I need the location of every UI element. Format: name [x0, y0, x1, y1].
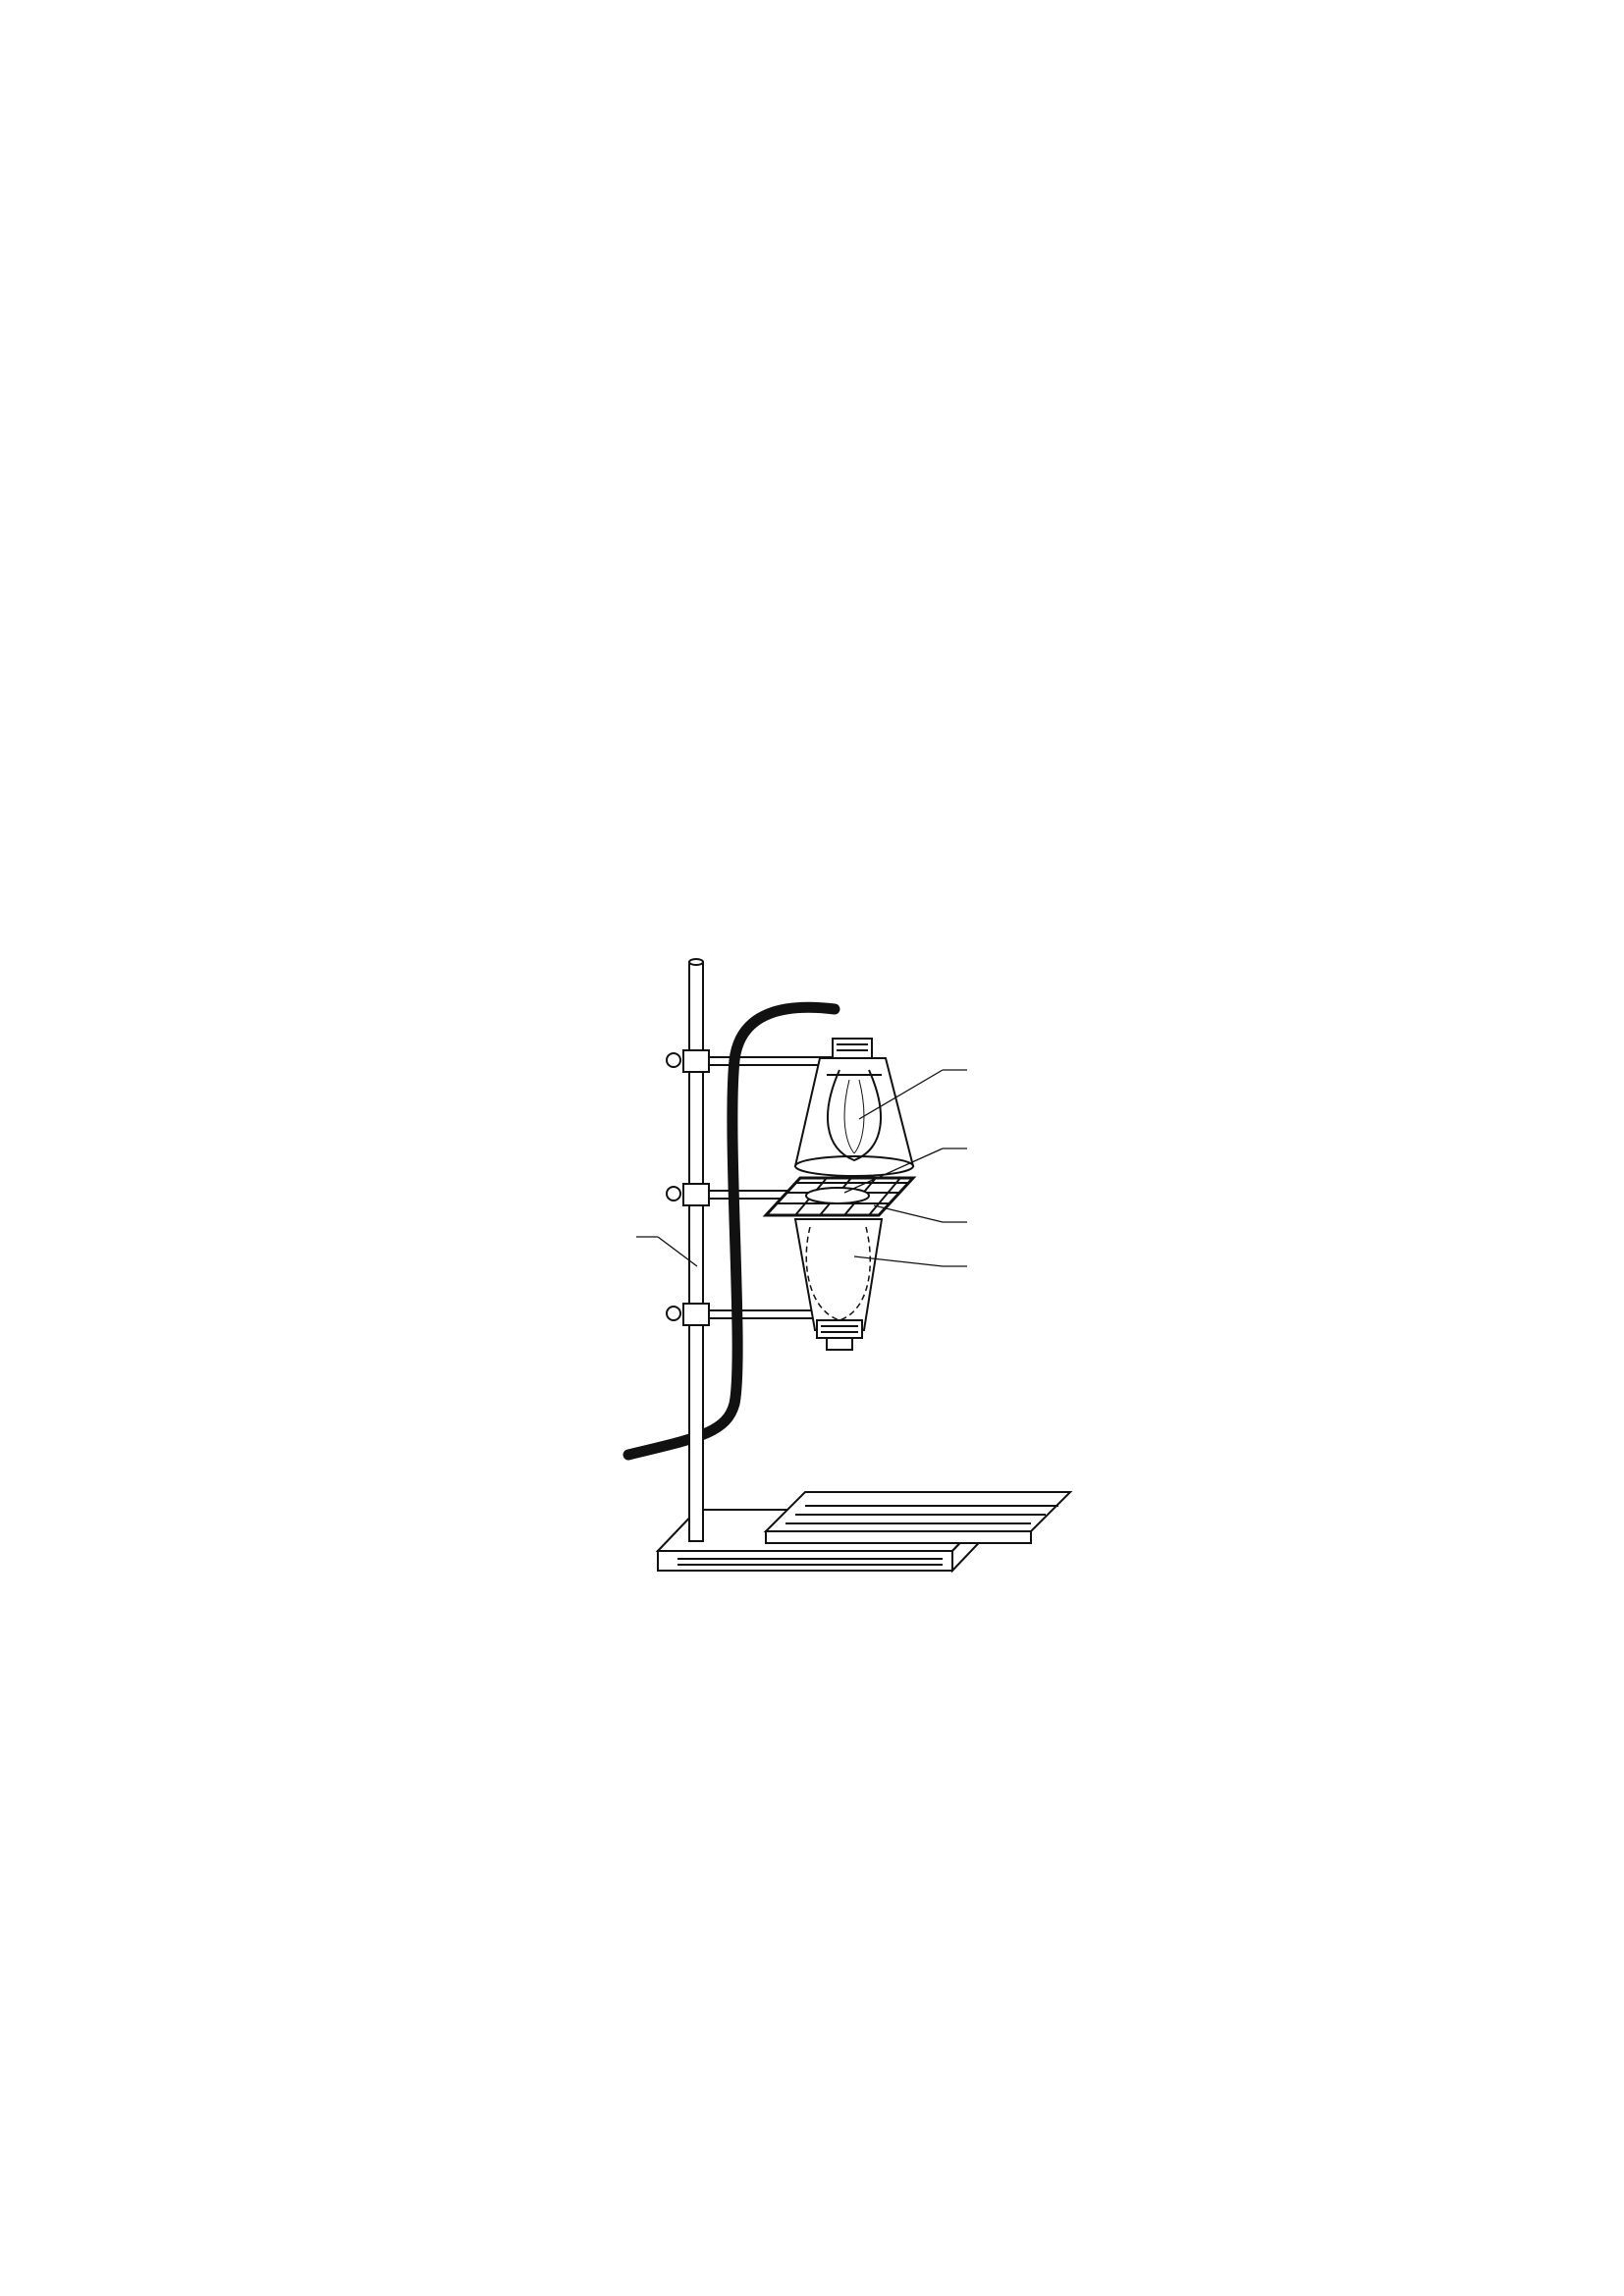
clamp-top [667, 1050, 839, 1072]
figure-two-lamp-device [619, 942, 1080, 1610]
upper-lamp-reflector [795, 1039, 913, 1176]
lower-lamp [795, 1219, 882, 1350]
stand-rod [689, 959, 703, 1541]
base-board [658, 1492, 1070, 1571]
